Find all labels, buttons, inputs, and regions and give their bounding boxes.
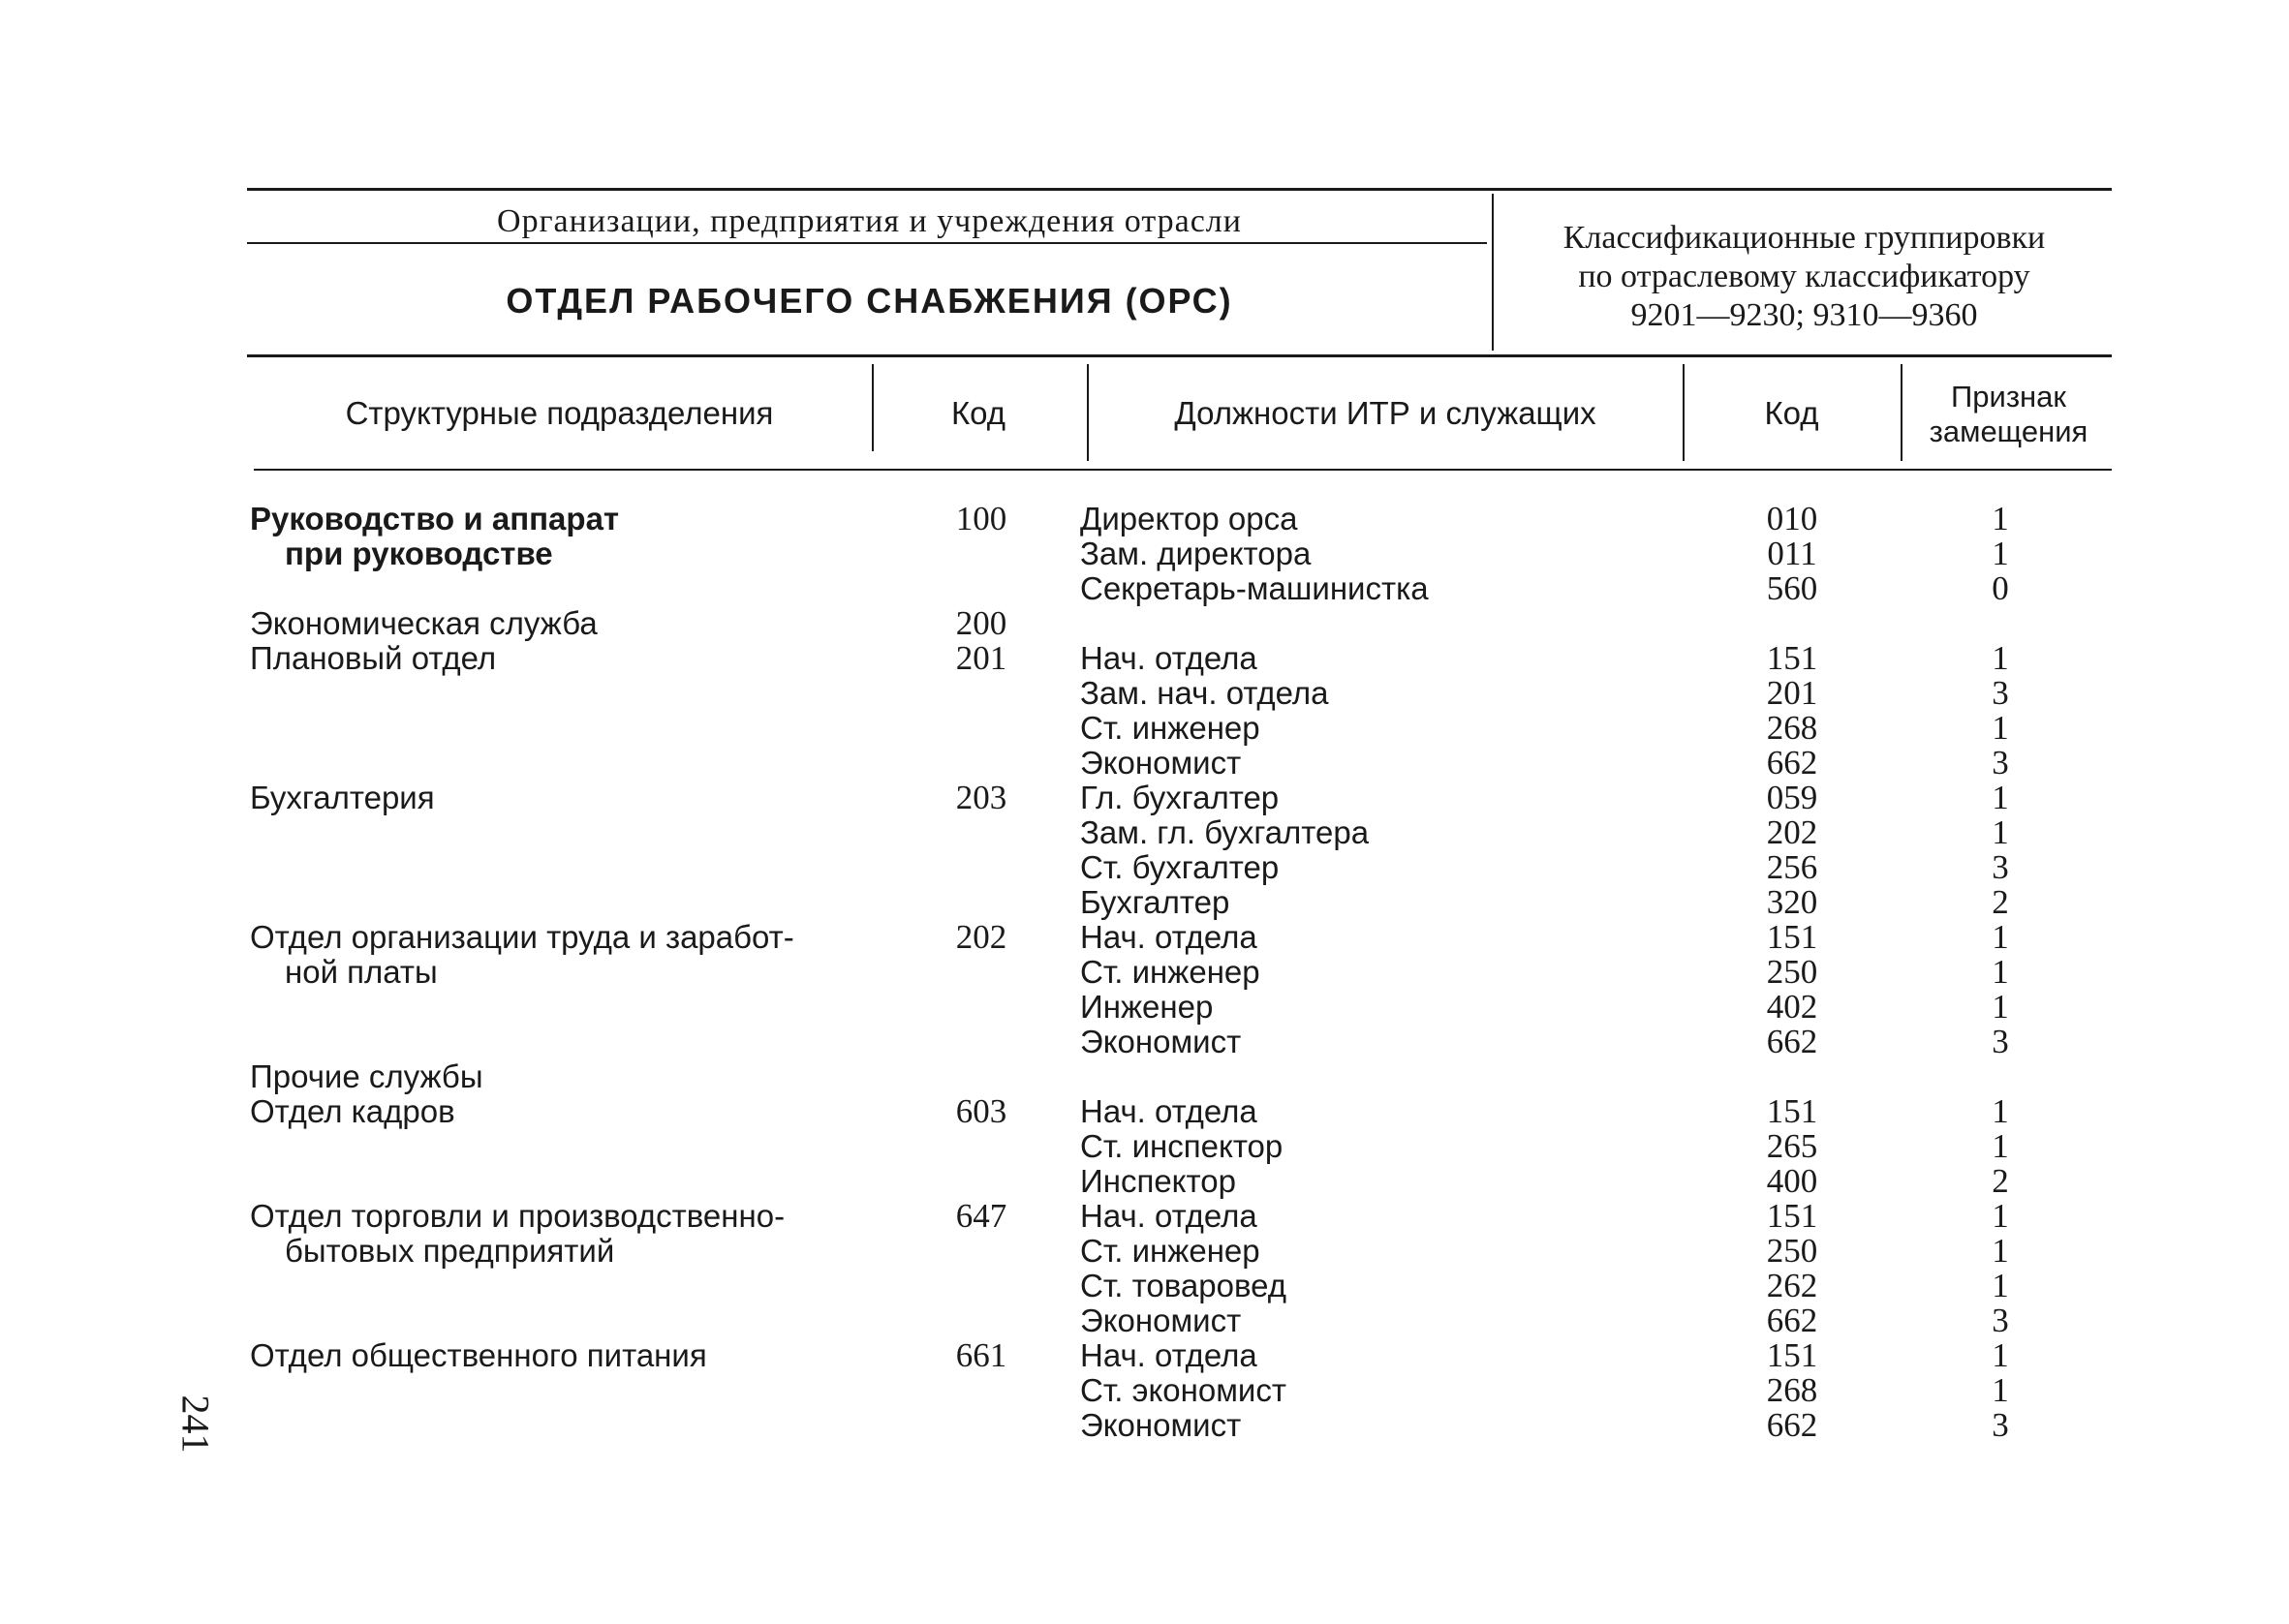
position-code: 662 bbox=[1766, 1406, 1818, 1444]
unit-code: 603 bbox=[955, 1092, 1007, 1130]
position-sign: 1 bbox=[1992, 918, 2009, 956]
position-title: Ст. бухгалтер bbox=[1080, 849, 1280, 885]
position-code: 402 bbox=[1766, 988, 1818, 1026]
position-code: 662 bbox=[1766, 744, 1818, 781]
position-sign: 3 bbox=[1992, 1406, 2009, 1444]
unit-code: 100 bbox=[955, 500, 1007, 537]
position-code: 202 bbox=[1766, 813, 1818, 851]
position-title: Инженер bbox=[1080, 989, 1214, 1025]
position-title: Ст. товаровед bbox=[1080, 1268, 1286, 1303]
unit-name-line: ной платы bbox=[285, 954, 438, 990]
unit-name: Плановый отдел bbox=[250, 640, 497, 676]
position-code: 151 bbox=[1766, 918, 1818, 956]
unit-code: 200 bbox=[955, 604, 1007, 642]
unit-name-line: Отдел торговли и производственно- bbox=[250, 1198, 786, 1234]
position-code: 151 bbox=[1766, 1336, 1818, 1374]
position-sign: 1 bbox=[1992, 500, 2009, 537]
position-title: Ст. инспектор bbox=[1080, 1128, 1284, 1164]
position-sign: 1 bbox=[1992, 535, 2009, 572]
position-sign: 3 bbox=[1992, 1302, 2009, 1339]
unit-code: 661 bbox=[955, 1336, 1007, 1374]
position-sign: 1 bbox=[1992, 1197, 2009, 1235]
position-code: 151 bbox=[1766, 639, 1818, 677]
position-code: 011 bbox=[1767, 535, 1817, 572]
page-number bbox=[167, 1380, 225, 1467]
col-divider-2 bbox=[1087, 364, 1089, 461]
unit-name bbox=[250, 502, 889, 571]
position-sign: 1 bbox=[1992, 1232, 2009, 1270]
unit-name-line: Руководство и аппарат bbox=[250, 501, 620, 536]
unit-name: Отдел общественного питания bbox=[250, 1337, 707, 1373]
unit-code: 647 bbox=[955, 1197, 1007, 1235]
position-title: Нач. отдела bbox=[1080, 1198, 1257, 1234]
position-code: 662 bbox=[1766, 1023, 1818, 1060]
position-code: 265 bbox=[1766, 1127, 1818, 1165]
position-sign: 3 bbox=[1992, 848, 2009, 886]
position-code: 320 bbox=[1766, 883, 1818, 921]
col-head-units: Структурные подразделения bbox=[345, 395, 774, 431]
unit-code: 203 bbox=[955, 779, 1007, 816]
col-divider-3 bbox=[1683, 364, 1685, 461]
position-title: Ст. инженер bbox=[1080, 1233, 1260, 1269]
position-code: 256 bbox=[1766, 848, 1818, 886]
position-title: Экономист bbox=[1080, 1024, 1242, 1059]
unit-code: 201 bbox=[955, 639, 1007, 677]
position-title: Экономист bbox=[1080, 1302, 1242, 1338]
position-sign: 3 bbox=[1992, 744, 2009, 781]
position-code: 059 bbox=[1766, 779, 1818, 816]
position-code: 250 bbox=[1766, 1232, 1818, 1270]
position-title: Зам. директора bbox=[1080, 536, 1312, 571]
page-title: ОТДЕЛ РАБОЧЕГО СНАБЖЕНИЯ (ОРС) bbox=[506, 281, 1233, 321]
unit-name bbox=[250, 920, 889, 990]
position-code: 268 bbox=[1766, 1371, 1818, 1409]
unit-code: 202 bbox=[955, 918, 1007, 956]
col-divider-1 bbox=[872, 364, 874, 451]
position-sign: 0 bbox=[1992, 569, 2009, 607]
position-title: Экономист bbox=[1080, 745, 1242, 781]
column-header-rule bbox=[254, 469, 2112, 471]
position-title: Бухгалтер bbox=[1080, 884, 1230, 920]
position-sign: 1 bbox=[1992, 1336, 2009, 1374]
col-divider-4 bbox=[1901, 364, 1902, 461]
position-title: Ст. инженер bbox=[1080, 710, 1260, 746]
position-code: 010 bbox=[1766, 500, 1818, 537]
position-sign: 1 bbox=[1992, 639, 2009, 677]
position-title: Нач. отдела bbox=[1080, 640, 1257, 676]
position-code: 268 bbox=[1766, 709, 1818, 747]
unit-name-line: при руководстве bbox=[285, 536, 553, 571]
position-title: Нач. отдела bbox=[1080, 1337, 1257, 1373]
position-title: Гл. бухгалтер bbox=[1080, 780, 1280, 815]
position-code: 201 bbox=[1766, 674, 1818, 712]
org-underline bbox=[247, 242, 1487, 244]
position-code: 151 bbox=[1766, 1197, 1818, 1235]
position-title: Зам. нач. отдела bbox=[1080, 675, 1329, 711]
position-code: 400 bbox=[1766, 1162, 1818, 1200]
position-sign: 3 bbox=[1992, 1023, 2009, 1060]
position-title: Зам. гл. бухгалтера bbox=[1080, 814, 1370, 850]
position-sign: 3 bbox=[1992, 674, 2009, 712]
position-code: 250 bbox=[1766, 953, 1818, 991]
position-sign: 1 bbox=[1992, 813, 2009, 851]
position-title: Директор орса bbox=[1080, 501, 1298, 536]
position-sign: 1 bbox=[1992, 709, 2009, 747]
unit-name: Прочие службы bbox=[250, 1058, 483, 1094]
position-sign: 1 bbox=[1992, 1267, 2009, 1304]
col-head-sign-line-1: Признак bbox=[1951, 380, 2066, 414]
header-divider bbox=[1492, 194, 1494, 351]
org-line: Организации, предприятия и учреждения отрасли bbox=[497, 203, 1242, 239]
classification-line-3: 9201—9230; 9310—9360 bbox=[1630, 297, 1978, 333]
unit-name-line: Отдел организации труда и заработ- bbox=[250, 919, 794, 955]
position-title: Нач. отдела bbox=[1080, 1093, 1257, 1129]
col-head-sign-line-2: замещения bbox=[1929, 414, 2088, 448]
position-sign: 2 bbox=[1992, 883, 2009, 921]
position-title: Инспектор bbox=[1080, 1163, 1236, 1199]
header-bottom-rule bbox=[247, 354, 2112, 357]
col-head-sign bbox=[1905, 380, 2112, 449]
col-head-positions: Должности ИТР и служащих bbox=[1174, 395, 1596, 431]
position-title: Экономист bbox=[1080, 1407, 1242, 1443]
unit-name: Экономическая служба bbox=[250, 605, 598, 641]
position-code: 560 bbox=[1766, 569, 1818, 607]
position-title: Секретарь-машинистка bbox=[1080, 570, 1429, 606]
classification-block bbox=[1497, 219, 2112, 335]
top-rule bbox=[247, 188, 2112, 191]
col-head-unit-code: Код bbox=[950, 395, 1006, 431]
page-number-text: 241 bbox=[173, 1394, 218, 1453]
position-sign: 1 bbox=[1992, 1092, 2009, 1130]
unit-name-line: бытовых предприятий bbox=[285, 1233, 615, 1269]
position-title: Ст. инженер bbox=[1080, 954, 1260, 990]
position-title: Нач. отдела bbox=[1080, 919, 1257, 955]
unit-name: Отдел кадров bbox=[250, 1093, 455, 1129]
unit-name: Бухгалтерия bbox=[250, 780, 435, 815]
position-sign: 2 bbox=[1992, 1162, 2009, 1200]
position-code: 262 bbox=[1766, 1267, 1818, 1304]
position-code: 151 bbox=[1766, 1092, 1818, 1130]
position-sign: 1 bbox=[1992, 1371, 2009, 1409]
position-sign: 1 bbox=[1992, 988, 2009, 1026]
col-head-position-code: Код bbox=[1764, 395, 1819, 431]
position-sign: 1 bbox=[1992, 779, 2009, 816]
classification-line-2: по отраслевому классификатору bbox=[1578, 259, 2030, 294]
position-sign: 1 bbox=[1992, 953, 2009, 991]
position-title: Ст. экономист bbox=[1080, 1372, 1286, 1408]
unit-name bbox=[250, 1199, 889, 1269]
classification-line-1: Классификационные группировки bbox=[1562, 220, 2046, 256]
position-code: 662 bbox=[1766, 1302, 1818, 1339]
position-sign: 1 bbox=[1992, 1127, 2009, 1165]
